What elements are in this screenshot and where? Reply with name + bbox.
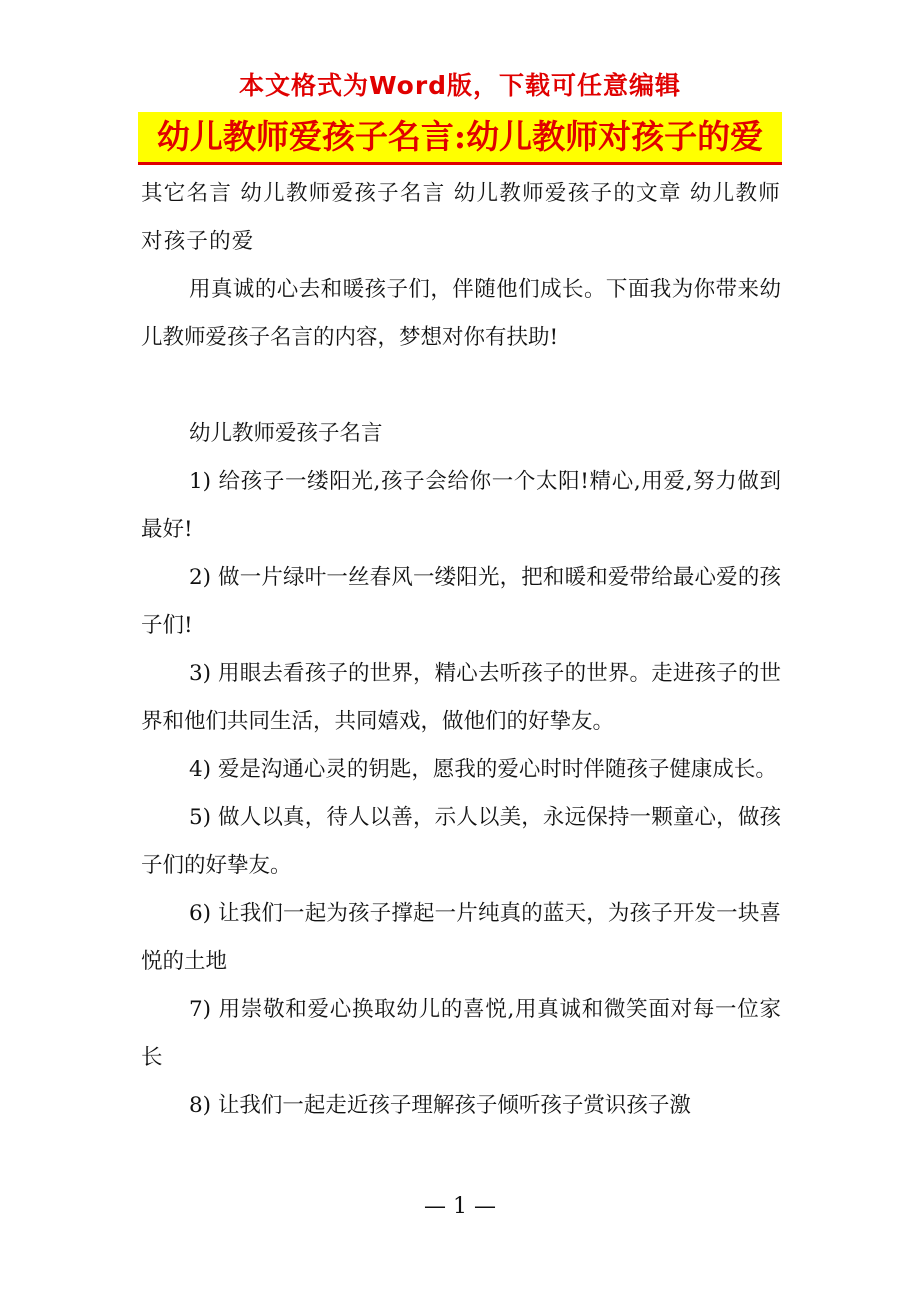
blank-line	[141, 362, 781, 410]
document-body	[141, 170, 781, 1130]
section-heading: 幼儿教师爱孩子名言	[189, 421, 383, 446]
quote-item: 7) 用崇敬和爱心换取幼儿的喜悦,用真诚和微笑面对每一位家长	[141, 997, 781, 1070]
quote-item: 8) 让我们一起走近孩子理解孩子倾听孩子赏识孩子激	[189, 1093, 691, 1118]
quote-item: 5) 做人以真，待人以善，示人以美，永远保持一颗童心，做孩子们的好挚友。	[141, 805, 781, 878]
title-highlight	[138, 112, 782, 165]
intro-paragraph: 用真诚的心去和暖孩子们，伴随他们成长。下面我为你带来幼儿教师爱孩子名言的内容，梦想对你有扶助!	[141, 277, 781, 350]
quote-item: 1) 给孩子一缕阳光,孩子会给你一个太阳!精心,用爱,努力做到最好!	[141, 469, 781, 542]
tags-paragraph: 其它名言 幼儿教师爱孩子名言 幼儿教师爱孩子的文章 幼儿教师对孩子的爱	[141, 181, 781, 254]
document-title: 幼儿教师爱孩子名言:幼儿教师对孩子的爱	[156, 117, 764, 156]
quote-item: 3) 用眼去看孩子的世界，精心去听孩子的世界。走进孩子的世界和他们共同生活，共同嬉戏，做他们的好挚友。	[141, 661, 781, 734]
quote-item: 6) 让我们一起为孩子撑起一片纯真的蓝天，为孩子开发一块喜悦的土地	[141, 901, 781, 974]
quote-item: 2) 做一片绿叶一丝春风一缕阳光，把和暖和爱带给最心爱的孩子们!	[141, 565, 781, 638]
quote-item: 4) 爱是沟通心灵的钥匙，愿我的爱心时时伴随孩子健康成长。	[189, 757, 777, 782]
format-notice-banner: 本文格式为Word版，下载可任意编辑	[238, 71, 682, 100]
page-number: — 1 —	[424, 1194, 496, 1219]
